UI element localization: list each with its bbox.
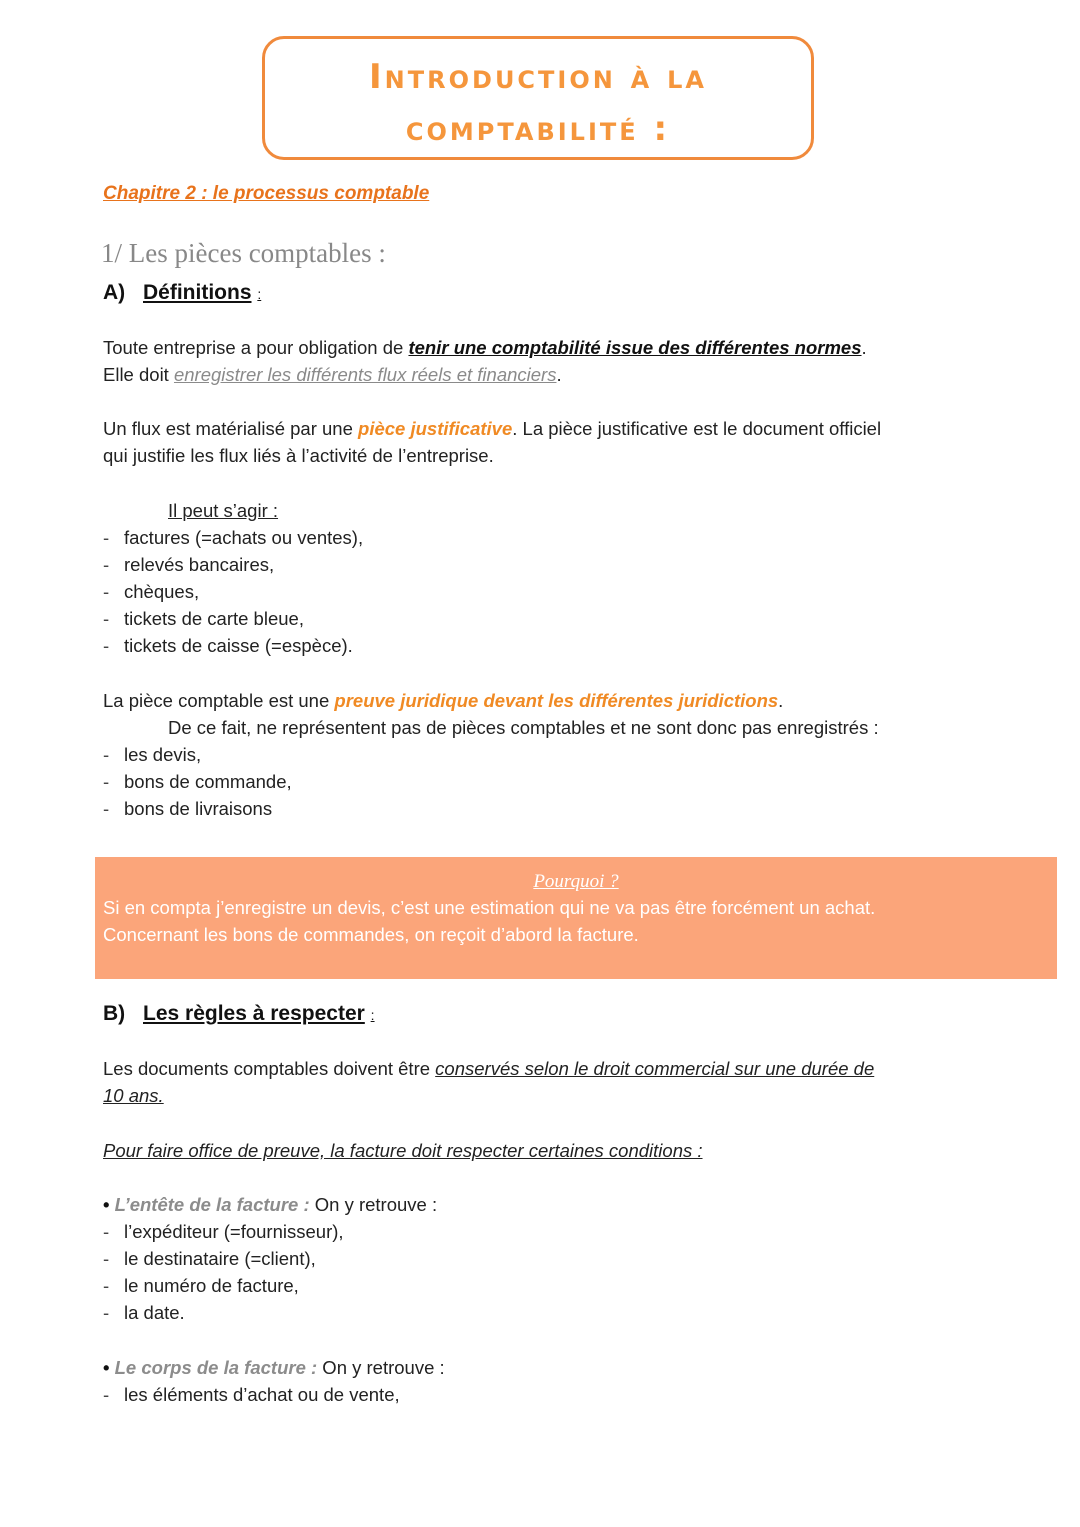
- definition-paragraph-1: Toute entreprise a pour obligation de tenir une comptabilité issue des différentes normes. Elle doit enregistrer les différents flux réels et financiers.: [103, 337, 867, 385]
- list-item: - la date.: [103, 1299, 344, 1326]
- definition-paragraph-2: Un flux est matérialisé par une pièce justificative. La pièce justificative est le document officiel qui justifie les flux liés à l’activité de l’entreprise.: [103, 418, 882, 466]
- list-item: - chèques,: [103, 578, 363, 605]
- document-type-list: [103, 524, 363, 659]
- list-item: - le numéro de facture,: [103, 1272, 344, 1299]
- invoice-body-label: Le corps de la facture :: [114, 1357, 318, 1378]
- bullet-icon: •: [103, 1357, 110, 1378]
- invoice-body-list: [103, 1381, 400, 1408]
- retention-emphasis: conservés selon le droit commercial sur une durée de: [435, 1058, 875, 1079]
- invoice-header-label: L’entête de la facture :: [114, 1194, 310, 1215]
- list-item: - bons de commande,: [103, 768, 292, 795]
- list-item: - l’expéditeur (=fournisseur),: [103, 1218, 344, 1245]
- heading-a-name: Définitions: [143, 281, 252, 304]
- list-intro: Il peut s’agir :: [168, 500, 279, 521]
- invoice-header-bullet: • L’entête de la facture : On y retrouve :: [103, 1194, 438, 1215]
- callout-line-2: Concernant les bons de commandes, on reçoit d’abord la facture.: [103, 924, 639, 945]
- heading-a: [103, 281, 261, 305]
- piece-justificative-emphasis: pièce justificative: [358, 418, 513, 439]
- excluded-list: [103, 741, 292, 822]
- definition-paragraph-3: La pièce comptable est une preuve juridique devant les différentes juridictions.: [103, 690, 784, 711]
- obligation-emphasis: tenir une comptabilité issue des différentes normes: [408, 337, 862, 358]
- invoice-body-bullet: • Le corps de la facture : On y retrouve :: [103, 1357, 445, 1378]
- list-item: - bons de livraisons: [103, 795, 292, 822]
- callout-line-1: Si en compta j’enregistre un devis, c’est une estimation qui ne va pas être forcément un achat.: [103, 897, 876, 918]
- retention-duration: 10 ans.: [103, 1085, 164, 1106]
- heading-a-colon: :: [257, 286, 262, 302]
- callout-box: [95, 857, 1057, 979]
- preuve-juridique-emphasis: preuve juridique devant les différentes juridictions: [334, 690, 779, 711]
- callout-title: Pourquoi ?: [533, 871, 619, 892]
- list-item: - factures (=achats ou ventes),: [103, 524, 363, 551]
- heading-b-name: Les règles à respecter: [143, 1002, 365, 1025]
- list-item: - les éléments d’achat ou de vente,: [103, 1381, 400, 1408]
- list-item: - tickets de carte bleue,: [103, 605, 363, 632]
- rules-paragraph-1: Les documents comptables doivent être conservés selon le droit commercial sur une durée de 10 ans.: [103, 1058, 875, 1106]
- bullet-icon: •: [103, 1194, 110, 1215]
- list-item: - le destinataire (=client),: [103, 1245, 344, 1272]
- list-item: - relevés bancaires,: [103, 551, 363, 578]
- list-item: - les devis,: [103, 741, 292, 768]
- title-box: [262, 36, 814, 160]
- title-line-2: comptabilité :: [405, 109, 671, 149]
- flux-emphasis: enregistrer les différents flux réels et financiers: [173, 364, 557, 385]
- rules-paragraph-2: Pour faire office de preuve, la facture doit respecter certaines conditions :: [103, 1140, 703, 1161]
- heading-b-letter: B): [103, 1002, 126, 1025]
- heading-a-letter: A): [103, 281, 126, 304]
- section-1-heading: 1/ Les pièces comptables :: [101, 238, 386, 268]
- invoice-header-list: [103, 1218, 344, 1326]
- heading-b-colon: :: [370, 1007, 375, 1023]
- title-line-1: Introduction à la: [369, 57, 707, 97]
- list-item: - tickets de caisse (=espèce).: [103, 632, 363, 659]
- heading-b: [103, 1002, 375, 1026]
- definition-paragraph-4: De ce fait, ne représentent pas de pièces comptables et ne sont donc pas enregistrés :: [168, 717, 879, 738]
- chapter-title: Chapitre 2 : le processus comptable: [103, 183, 430, 204]
